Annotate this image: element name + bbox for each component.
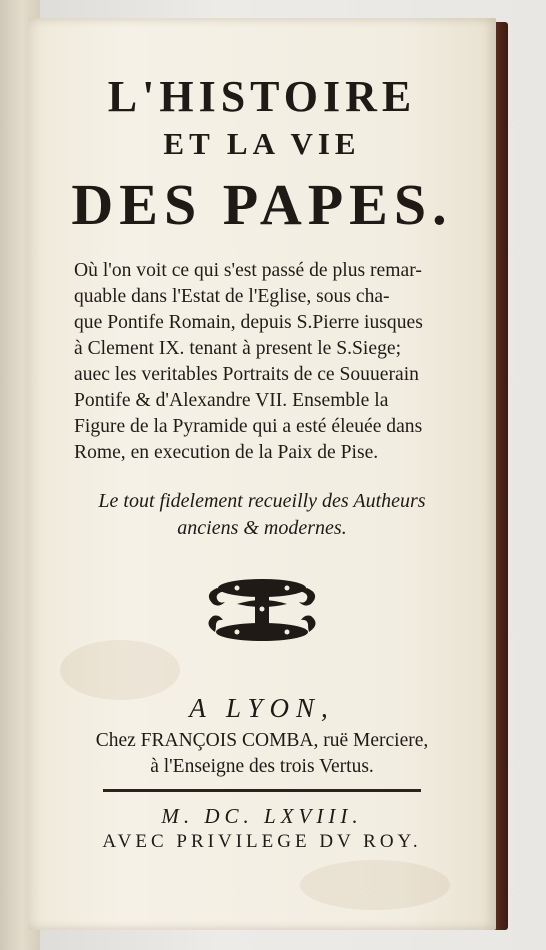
italic-line: Le tout fidelement recueilly des Autheurs (98, 490, 426, 512)
description-line: Rome, en execution de la Paix de Pise. (74, 442, 379, 463)
description-line: que Pontife Romain, depuis S.Pierre iusques (74, 312, 423, 333)
description-line: à Clement IX. tenant à present le S.Siege; (74, 338, 402, 359)
horizontal-rule (103, 789, 421, 792)
imprint-sign: à l'Enseigne des trois Vertus. (150, 756, 374, 777)
italic-line: anciens & modernes. (177, 517, 347, 539)
imprint-publisher: Chez FRANÇOIS COMBA, ruë Merciere, (95, 730, 429, 751)
description-line: Figure de la Pyramide qui a esté éleuée dans (74, 416, 423, 437)
title-line-2: ET LA VIE (163, 126, 361, 161)
italic-subtitle (54, 488, 470, 542)
description-line: Pontife & d'Alexandre VII. Ensemble la (74, 390, 389, 411)
imprint-date: M. DC. LXVIII. (161, 804, 363, 828)
imprint-city: A LYON, (189, 693, 335, 723)
title-page (28, 18, 496, 854)
title-line-1: L'HISTOIRE (107, 72, 417, 121)
imprint-privilege: AVEC PRIVILEGE DV ROY. (102, 831, 422, 852)
printers-ornament-icon (197, 574, 327, 648)
paper-stain (300, 860, 450, 910)
description-block (74, 258, 466, 466)
description-line: auec les veritables Portraits de ce Souuerain (74, 364, 419, 385)
title-line-3: DES PAPES. (71, 172, 453, 237)
description-line: Où l'on voit ce qui s'est passé de plus remar- (74, 260, 422, 281)
description-line: quable dans l'Estat de l'Eglise, sous cha- (74, 286, 390, 307)
